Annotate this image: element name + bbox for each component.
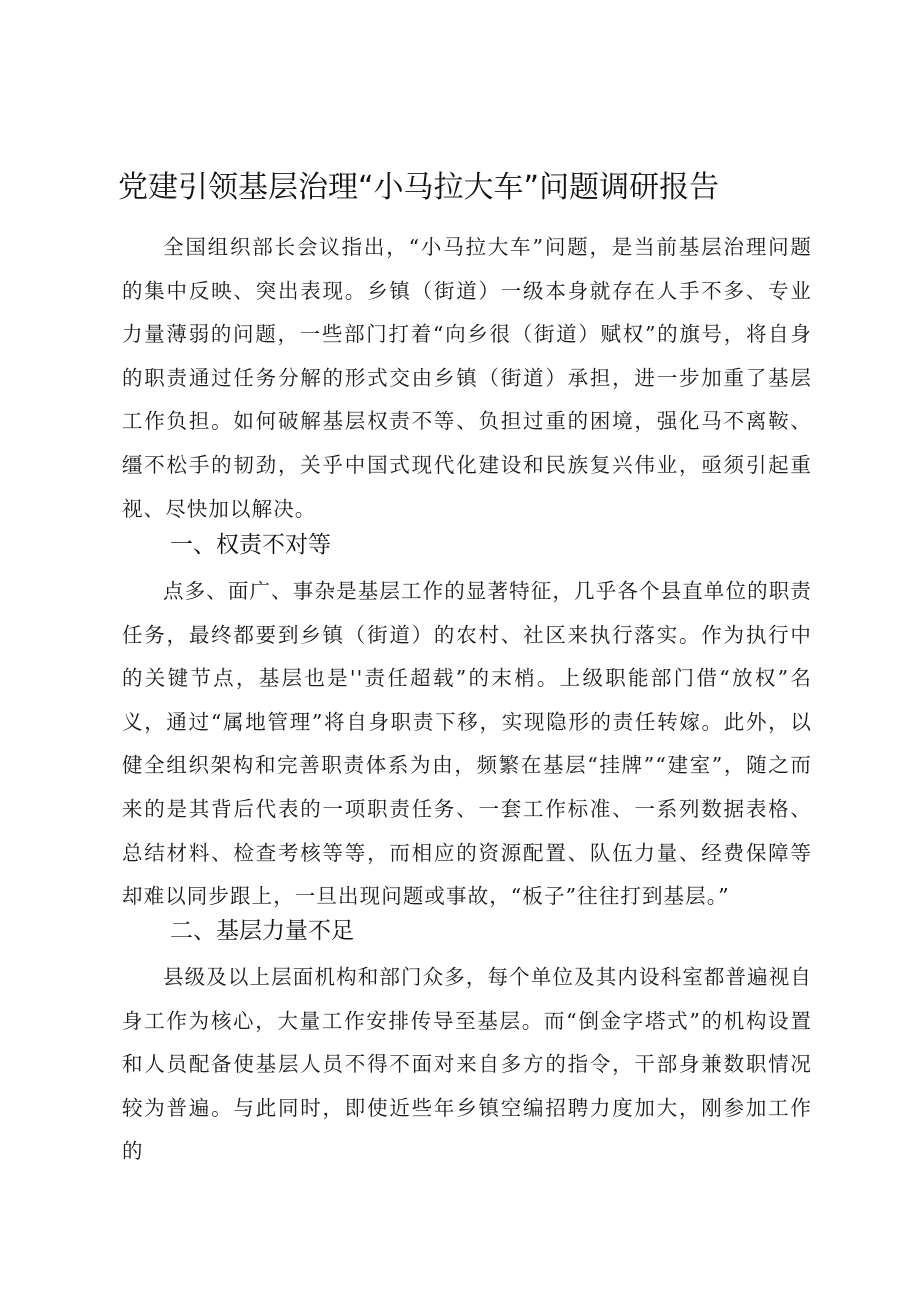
intro-paragraph: 全国组织部长会议指出，“小马拉大车”问题，是当前基层治理问题的集中反映、突出表现。乡镇（街道）一级本身就存在人手不多、专业力量薄弱的问题，一些部门打着“向乡很（街道）赋权”的旗号，将自身的职责通过任务分解的形式交由乡镇（街道）承担，进一步加重了基层工作负担。如何破解基层权责不等、负担过重的困境，强化马不离鞍、缰不松手的韧劲，关乎中国式现代化建设和民族复兴伟业，亟须引起重视、尽快加以解决。 <box>122 235 812 521</box>
document-title: 党建引领基层治理“小马拉大车”问题调研报告 <box>118 170 720 205</box>
section-body-2: 县级及以上层面机构和部门众多，每个单位及其内设科室都普遍视自身工作为核心，大量工作安排传导至基层。而“倒金字塔式”的机构设置和人员配备使基层人员不得不面对来自多方的指令，干部身兼数职情况较为普遍。与此同时，即使近些年乡镇空编招聘力度加大，刚参加工作的 <box>122 965 812 1164</box>
section-heading-1: 一、权责不对等 <box>170 532 331 558</box>
section-body-1: 点多、面广、事杂是基层工作的显著特征，几乎各个县直单位的职责任务，最终都要到乡镇（街道）的农村、社区来执行落实。作为执行中的关键节点，基层也是''责任超载”的末梢。上级职能部门借“放权”名义，通过“属地管理”将自身职责下移，实现隐形的责任转嫁。此外，以健全组织架构和完善职责体系为由，频繁在基层“挂牌”“建室”，随之而来的是其背后代表的一项职责任务、一套工作标准、一系列数据表格、总结材料、检查考核等等，而相应的资源配置、队伍力量、经费保障等却难以同步跟上，一旦出现问题或事故，“板子”往往打到基层。” <box>122 579 812 909</box>
section-heading-2: 二、基层力量不足 <box>170 918 354 944</box>
